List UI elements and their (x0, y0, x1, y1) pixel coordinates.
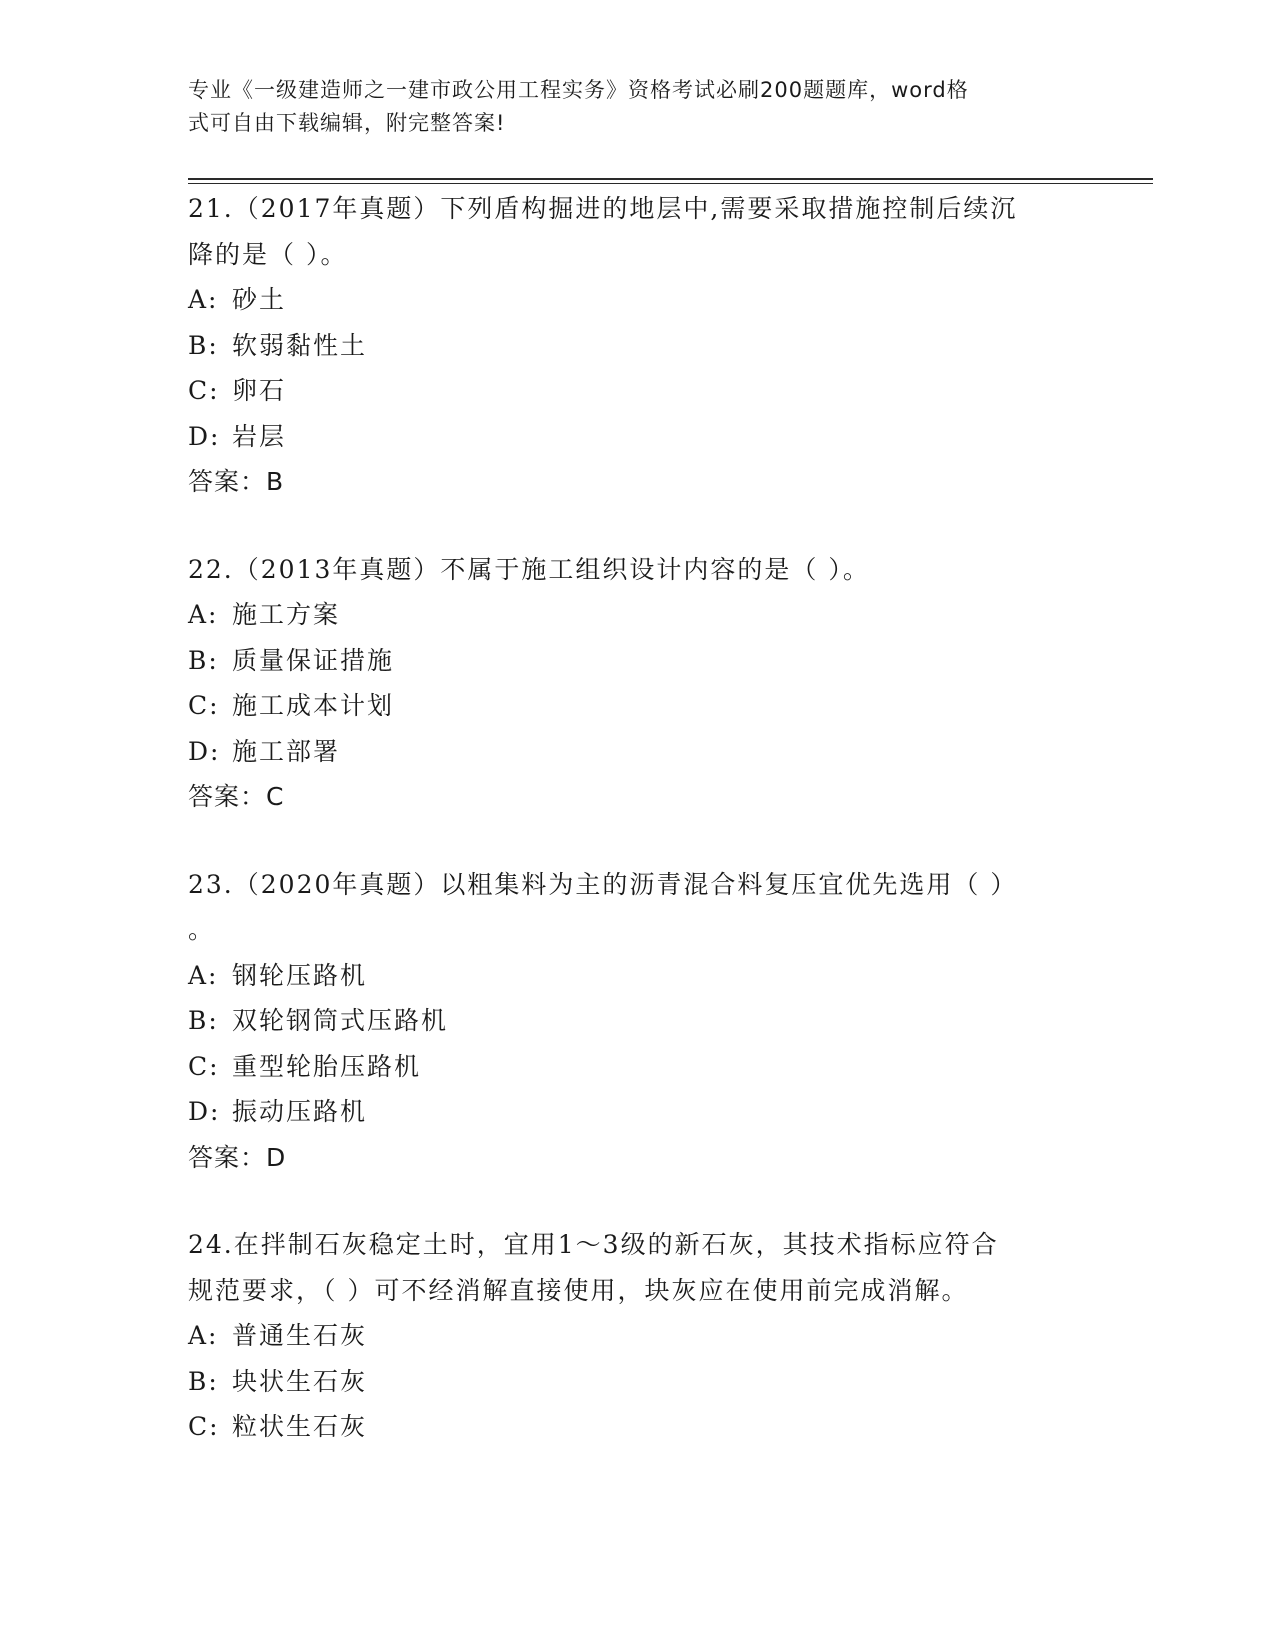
option-a (188, 953, 1088, 999)
question-stem (188, 862, 1068, 953)
question-stem (188, 1222, 1068, 1313)
option-text: 粒状生石灰 (232, 1412, 368, 1441)
question-stem-line-2: 。 (188, 915, 216, 944)
question-22 (188, 547, 1088, 820)
option-key: C: (188, 1412, 220, 1441)
option-text: 施工部署 (232, 736, 341, 766)
option-key: B: (188, 330, 219, 360)
answer: 答案：C (188, 782, 285, 811)
option-key: A: (188, 1321, 219, 1350)
option-d (188, 1089, 1088, 1135)
option-c (188, 368, 1088, 414)
option-c (188, 683, 1088, 729)
option-text: 双轮钢筒式压路机 (232, 1006, 449, 1035)
option-key: A: (188, 285, 219, 314)
option-key: B: (188, 645, 219, 675)
option-a (188, 1313, 1088, 1359)
question-24 (188, 1222, 1088, 1450)
question-stem-line-1: 21.（2017年真题）下列盾构掘进的地层中,需要采取措施控制后续沉 (188, 194, 1018, 223)
header-divider-thin (188, 183, 1153, 184)
option-text: 普通生石灰 (232, 1321, 368, 1350)
option-key: B: (188, 1366, 219, 1396)
question-stem-line-2: 降的是（ ）。 (188, 239, 348, 269)
document-header (188, 74, 1068, 140)
option-key: A: (188, 600, 219, 629)
option-text: 卵石 (232, 376, 287, 405)
option-d (188, 729, 1088, 775)
option-b (188, 998, 1088, 1044)
option-text: 施工成本计划 (232, 691, 395, 720)
option-text: 块状生石灰 (232, 1366, 368, 1396)
option-b (188, 323, 1088, 369)
option-text: 岩层 (232, 421, 287, 451)
option-text: 施工方案 (232, 600, 341, 629)
question-stem-line-2: 规范要求，（ ）可不经消解直接使用，块灰应在使用前完成消解。 (188, 1275, 969, 1305)
option-c (188, 1044, 1088, 1090)
option-key: C: (188, 691, 220, 720)
option-text: 钢轮压路机 (232, 960, 368, 990)
answer: 答案：D (188, 1142, 287, 1172)
question-21 (188, 186, 1088, 505)
option-key: A: (188, 960, 219, 990)
question-stem (188, 547, 1068, 593)
option-text: 质量保证措施 (232, 645, 395, 675)
option-key: D: (188, 1097, 221, 1126)
option-key: D: (188, 736, 221, 766)
header-line-1: 专业《一级建造师之一建市政公用工程实务》资格考试必刷200题题库，word格 (188, 78, 969, 102)
option-c (188, 1404, 1088, 1450)
option-key: C: (188, 376, 220, 405)
option-a (188, 592, 1088, 638)
header-divider-thick (188, 178, 1153, 180)
option-key: B: (188, 1006, 219, 1035)
header-line-2: 式可自由下载编辑，附完整答案! (188, 111, 506, 135)
option-d (188, 414, 1088, 460)
question-23 (188, 862, 1088, 1181)
option-text: 振动压路机 (232, 1097, 368, 1126)
option-key: C: (188, 1051, 220, 1081)
question-list (188, 186, 1088, 1492)
option-key: D: (188, 421, 221, 451)
question-stem-line-1: 22.（2013年真题）不属于施工组织设计内容的是（ ）。 (188, 554, 870, 584)
option-b (188, 1359, 1088, 1405)
option-text: 软弱黏性土 (232, 330, 368, 360)
option-a (188, 277, 1088, 323)
question-stem-line-1: 24.在拌制石灰稳定土时，宜用1～3级的新石灰，其技术指标应符合 (188, 1230, 999, 1259)
answer: 答案：B (188, 467, 285, 496)
question-stem-line-1: 23.（2020年真题）以粗集料为主的沥青混合料复压宜优先选用（ ） (188, 869, 1018, 899)
option-b (188, 638, 1088, 684)
option-text: 砂土 (232, 285, 287, 314)
option-text: 重型轮胎压路机 (232, 1051, 422, 1081)
question-stem (188, 186, 1068, 277)
